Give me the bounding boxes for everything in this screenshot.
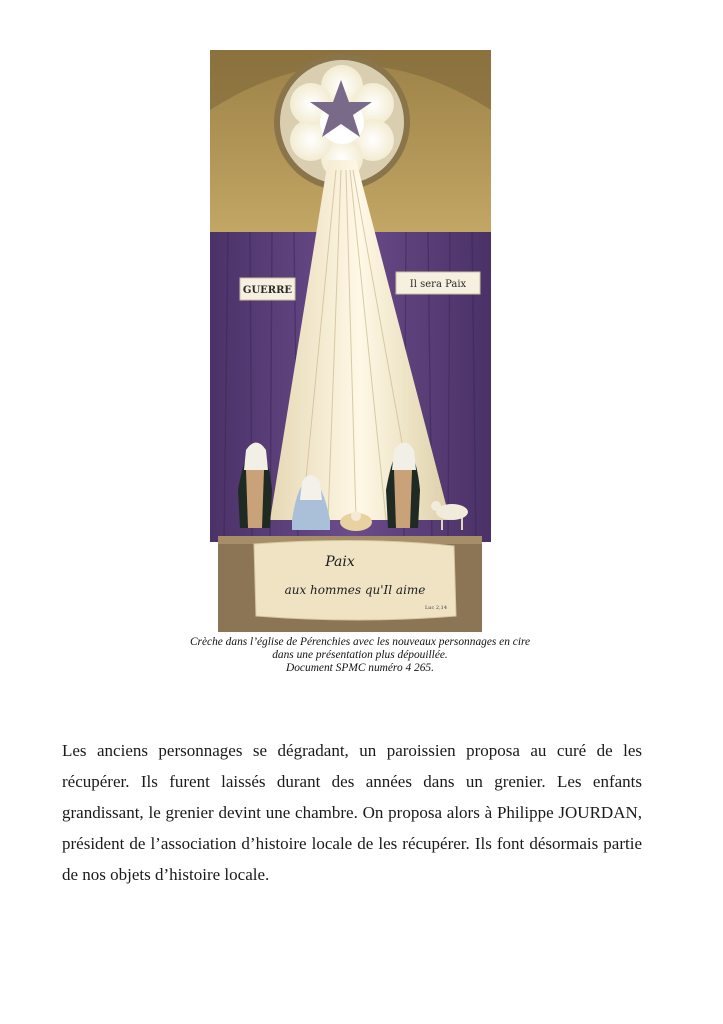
caption-line-2: dans une présentation plus dépouillée. xyxy=(272,649,448,661)
sign-il-sera-paix xyxy=(396,272,480,294)
caption-line-1: Crèche dans l’église de Pérenchies avec les nouveaux personnages en cire xyxy=(189,636,531,648)
svg-text:GUERRE: GUERRE xyxy=(242,285,293,296)
body-paragraph: Les anciens personnages se dégradant, un paroissien proposa au curé de les récupérer. Ils furent laissés durant des années dans un grenier. Les enfants grandissant, le grenier devint une chambre. On proposa alors à Philippe JOURDAN, président de l’association d’histoire locale de les récupérer. Ils font désormais partie de nos objets d’histoire locale. xyxy=(62,741,642,884)
svg-text:Paix: Paix xyxy=(325,554,355,570)
sign-guerre xyxy=(240,278,295,300)
svg-text:Luc 2,14: Luc 2,14 xyxy=(424,605,448,611)
caption-line-3: Document SPMC numéro 4 265. xyxy=(286,662,434,674)
svg-text:aux hommes qu'Il aime: aux hommes qu'Il aime xyxy=(284,583,426,597)
creche-photo xyxy=(210,50,491,632)
svg-text:Il sera Paix: Il sera Paix xyxy=(409,279,467,290)
photo-caption xyxy=(120,636,600,675)
paix-banner xyxy=(254,540,456,620)
